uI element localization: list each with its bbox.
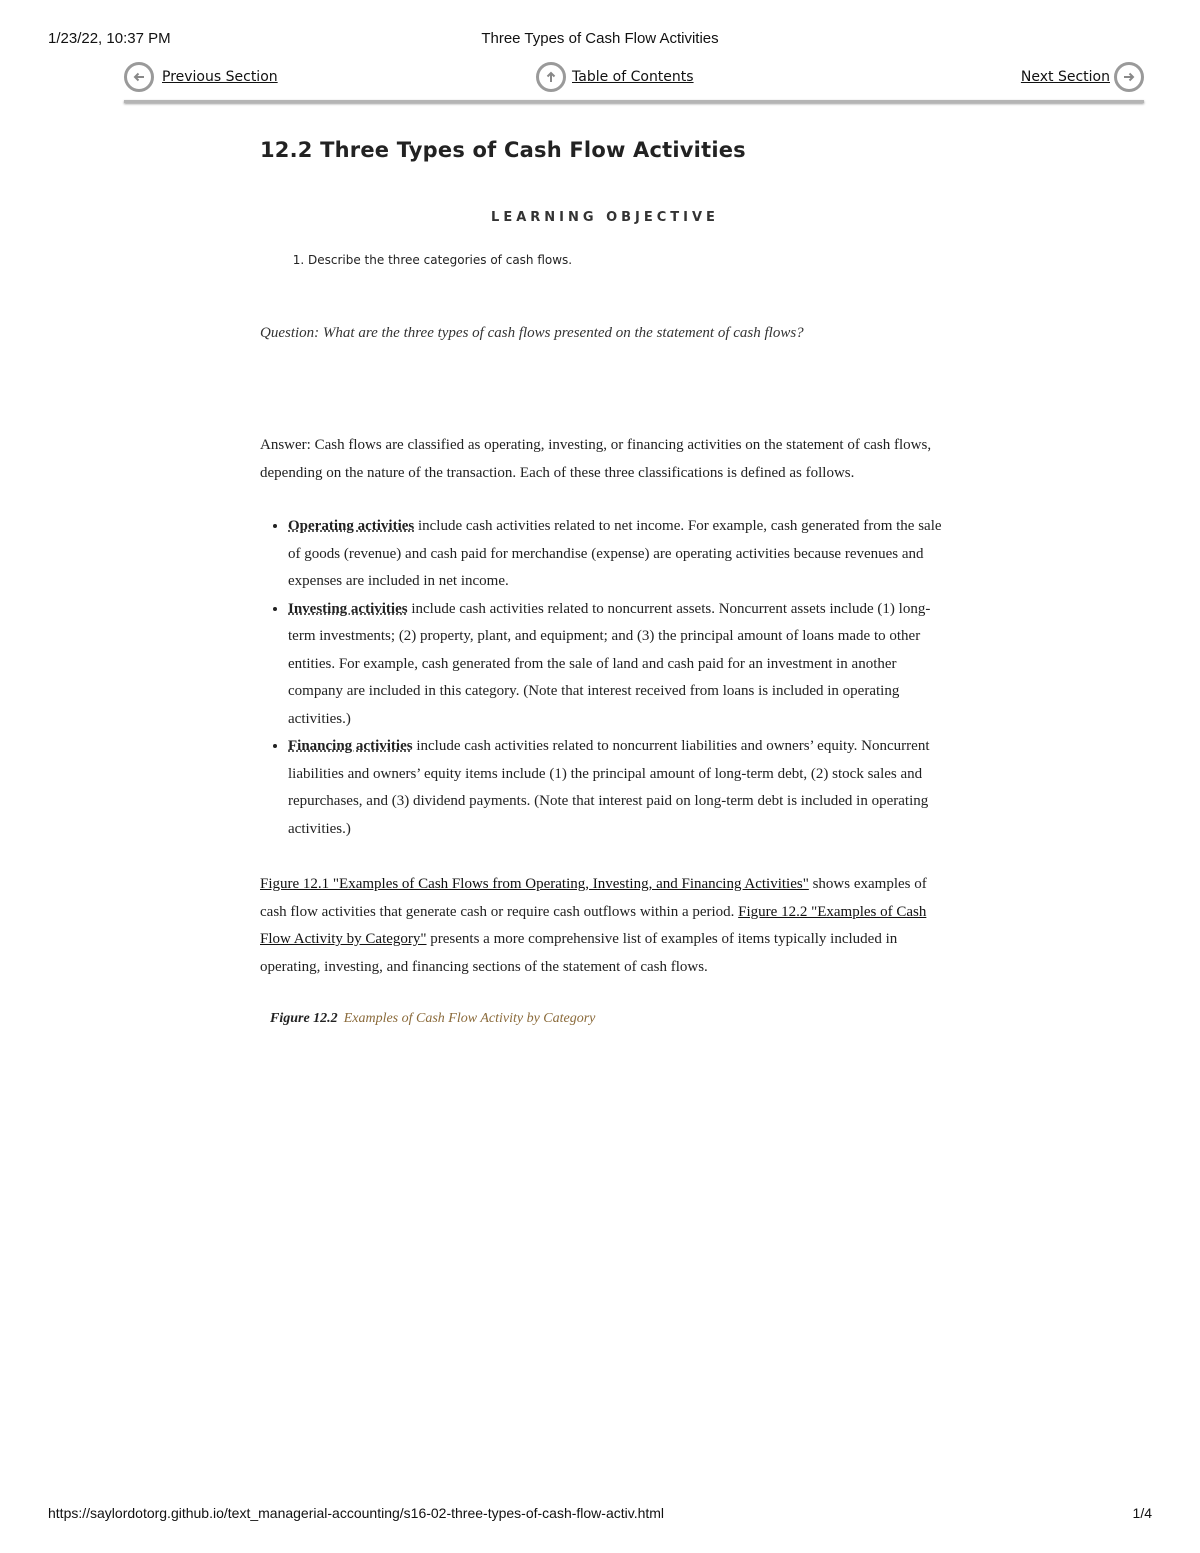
section-navigation xyxy=(124,62,1144,98)
list-item-text: include cash activities related to noncurrent liabilities and owners’ equity. Noncurrent liabilities and owners’ equity items include (1) the principal amount of long-term debt, (2) stock sales and repurchases, and (3) dividend payments. (Note that interest paid on long-term debt is included in operating activities.) xyxy=(288,738,930,837)
list-item xyxy=(288,513,950,596)
answer-text: Answer: Cash flows are classified as operating, investing, or financing activities on the statement of cash flows, depending on the nature of the transaction. Each of these three classifications is defined as follows. xyxy=(260,437,932,481)
learning-objective-item: 1. Describe the three categories of cash flows. xyxy=(308,253,950,267)
list-item xyxy=(288,733,950,843)
next-section-label[interactable]: Next Section xyxy=(1020,69,1110,85)
figure-caption xyxy=(270,1011,950,1027)
figure-12-1-link[interactable]: Figure 12.1 "Examples of Cash Flows from Operating, Investing, and Financing Activities" xyxy=(260,876,809,892)
paragraph-text: presents a more comprehensive list of examples of items typically included in operating, investing, and financing sections of the statement of cash flows. xyxy=(260,931,898,975)
question-text: Question: What are the three types of cash flows presented on the statement of cash flows? xyxy=(260,325,804,341)
next-section-link[interactable] xyxy=(1021,62,1144,92)
print-timestamp: 1/23/22, 10:37 PM xyxy=(48,30,171,47)
print-header xyxy=(48,30,1152,50)
learning-objective-heading: LEARNING OBJECTIVE xyxy=(491,210,719,225)
glossary-term-operating-activities[interactable]: Operating activities xyxy=(288,518,415,534)
figure-title: Examples of Cash Flow Activity by Category xyxy=(343,1011,596,1026)
table-of-contents-link[interactable] xyxy=(536,62,694,92)
figure-number: Figure 12.2 xyxy=(270,1011,338,1026)
section-content xyxy=(260,138,950,1027)
activity-types-list xyxy=(260,513,950,843)
arrow-left-icon[interactable] xyxy=(124,62,154,92)
print-page-title: Three Types of Cash Flow Activities xyxy=(481,30,719,47)
page-number: 1/4 xyxy=(1132,1505,1152,1521)
arrow-right-icon[interactable] xyxy=(1114,62,1144,92)
nav-divider xyxy=(124,100,1144,103)
page-title: 12.2 Three Types of Cash Flow Activities xyxy=(260,138,746,162)
learning-objectives-list xyxy=(260,253,950,267)
table-of-contents-label[interactable]: Table of Contents xyxy=(572,69,694,85)
list-item-text: include cash activities related to noncurrent assets. Noncurrent assets include (1) long-term investments; (2) property, plant, and equipment; and (3) the principal amount of loans made to other entities. For example, cash generated from the sale of land and cash paid for an investment in another company are included in this category. (Note that interest received from loans is included in operating activities.) xyxy=(288,600,931,727)
previous-section-label[interactable]: Previous Section xyxy=(162,69,278,85)
list-item-text: include cash activities related to net income. For example, cash generated from the sale of goods (revenue) and cash paid for merchandise (expense) are operating activities because revenues and expenses are included in net income. xyxy=(288,518,942,589)
page-url: https://saylordotorg.github.io/text_managerial-accounting/s16-02-three-types-of-cash-flow-activ.html xyxy=(48,1505,665,1521)
glossary-term-investing-activities[interactable]: Investing activities xyxy=(288,600,408,617)
list-item xyxy=(288,596,950,734)
glossary-term-financing-activities[interactable]: Financing activities xyxy=(288,738,413,754)
figure-12-2-link[interactable]: Figure 12.2 "Examples of Cash Flow Activity by Category" xyxy=(260,903,927,947)
arrow-up-icon[interactable] xyxy=(536,62,566,92)
figure-reference-paragraph xyxy=(260,871,950,981)
previous-section-link[interactable] xyxy=(124,62,278,92)
paragraph-text: shows examples of cash flow activities that generate cash or require cash outflows within a period. xyxy=(260,876,927,920)
